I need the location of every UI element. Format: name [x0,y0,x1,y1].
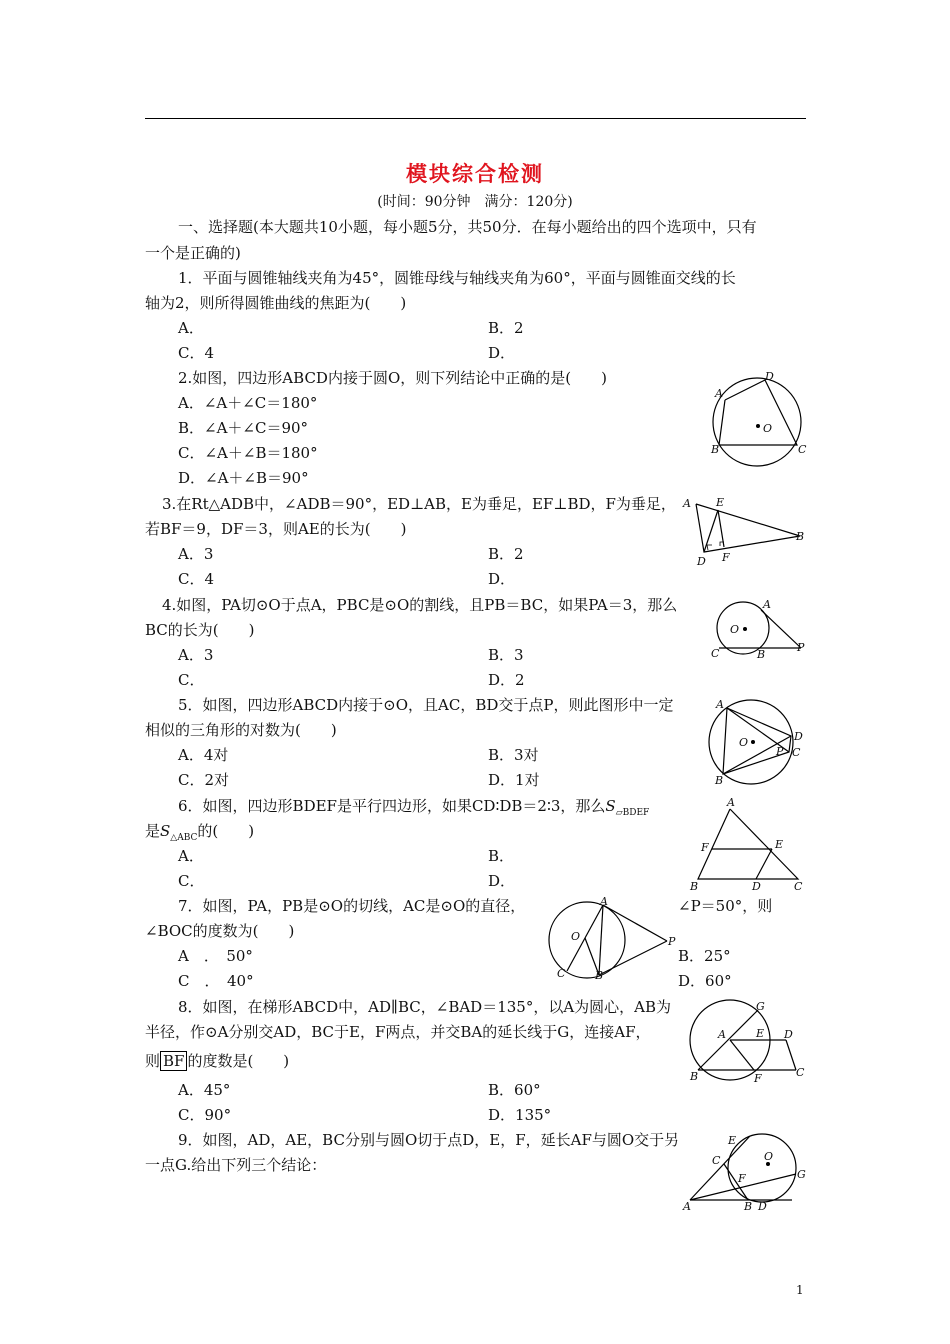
q3-option-c: C．4 [178,570,215,588]
f8-label-f: F [754,1072,762,1085]
q7-line-1-end: ∠P＝50°，则 [678,897,773,915]
q5-option-a: A．4对 [178,746,229,764]
q8-arc-bf: BF [160,1051,187,1071]
q5-option-d: D．1对 [488,771,540,789]
q8-option-a: A．45° [178,1081,231,1099]
f5-label-b: B [715,774,724,787]
f4-label-b: B [757,648,766,661]
q7-option-c: C ． 40° [178,972,254,990]
q5-option-b: B．3对 [488,746,539,764]
f4-label-o: O [730,623,740,636]
figure-q9 [680,1130,810,1215]
q6-option-d: D． [488,872,516,890]
f5-label-d: D [794,730,803,743]
f7-label-b: B [595,969,604,982]
q2-option-c: C．∠A＋∠B＝180° [178,444,318,462]
f6-label-b: B [690,880,699,893]
q1-option-d: D． [488,344,516,362]
q6-option-b: B． [488,847,515,865]
q5-line-1: 5．如图，四边形ABCD内接于⊙O，且AC，BD交于点P，则此图形中一定 [178,696,674,714]
f4-label-a: A [763,598,771,611]
intro-line-2: 一个是正确的) [145,244,241,262]
q4-line-1: 4.如图，PA切⊙O于点A，PBC是⊙O的割线，且PB＝BC，如果PA＝3，那么 [162,596,678,614]
f6-label-e: E [775,838,784,851]
q3-option-d: D． [488,570,516,588]
f9-label-a: A [683,1200,691,1213]
figure-q3 [680,494,810,569]
f3-label-f: F [722,551,730,564]
q4-option-b: B．3 [488,646,524,664]
f3-label-b: B [796,530,805,543]
f4-label-p: P [797,641,805,654]
q1-line-1: 1．平面与圆锥轴线夹角为45°，圆锥母线与轴线夹角为60°，平面与圆锥面交线的长 [178,269,736,287]
f2-label-o: O [763,422,773,435]
q9-line-1: 9．如图，AD，AE，BC分别与圆O切于点D，E，F，延长AF与圆O交于另 [178,1131,680,1149]
f5-label-c: C [792,746,801,759]
f5-label-p: P [776,745,784,758]
q9-line-2: 一点G.给出下列三个结论： [145,1156,327,1174]
q7-line-1: 7．如图，PA，PB是⊙O的切线，AC是⊙O的直径， [178,897,526,915]
q6-line-2: 是$S_{\triangle ABC}$的( ) [145,822,255,843]
figure-q8 [682,998,812,1088]
f2-label-a: A [715,387,723,400]
figure-q5 [705,696,815,791]
q3-line-1: 3.在Rt△ADB中，∠ADB＝90°，ED⊥AB，E为垂足，EF⊥BD，F为垂足， [162,495,676,513]
q7-option-b: B．25° [678,947,731,965]
f6-label-d: D [752,880,761,893]
q1-line-2: 轴为2，则所得圆锥曲线的焦距为( ) [145,294,407,312]
q8-option-c: C．90° [178,1106,232,1124]
f9-label-o: O [764,1150,774,1163]
q2-option-a: A．∠A＋∠C＝180° [178,394,318,412]
f9-label-f: F [738,1172,746,1185]
f5-label-o: O [739,736,749,749]
q8-line-1: 8．如图，在梯形ABCD中，AD∥BC，∠BAD＝135°，以A为圆心，AB为 [178,998,672,1016]
q2-line-1: 2.如图，四边形ABCD内接于圆O，则下列结论中正确的是( ) [178,369,607,387]
q7-line-2: ∠BOC的度数为( ) [145,922,295,940]
q7-option-a: A ． 50° [178,947,253,965]
f3-label-e: E [716,496,725,509]
f9-label-c: C [712,1154,721,1167]
f5-label-a: A [716,698,724,711]
q8-line-2: 半径，作⊙A分别交AD，BC于E，F两点，并交BA的延长线于G，连接AF， [145,1023,651,1041]
q4-option-c: C． [178,671,205,689]
f8-label-a: A [718,1028,726,1041]
f8-label-g: G [756,1000,765,1013]
q3-option-a: A．3 [178,545,214,563]
f6-label-c: C [794,880,803,893]
q8-option-d: D．135° [488,1106,552,1124]
q6-option-c: C． [178,872,205,890]
f2-label-b: B [711,443,720,456]
f6-label-f: F [701,841,709,854]
q6-area-bdef: S [605,797,616,815]
figure-q6 [686,795,811,893]
f2-label-c: C [798,443,807,456]
f6-label-a: A [727,796,735,809]
intro-line-1: 一、选择题(本大题共10小题，每小题5分，共50分．在每小题给出的四个选项中，只有 [178,218,757,236]
q6-option-a: A． [178,847,204,865]
f4-label-c: C [711,647,720,660]
figure-q4 [705,596,815,662]
f9-label-d: D [758,1200,767,1213]
q1-option-a: A． [178,319,204,337]
q6-area-abc: S [160,822,171,840]
f7-label-c: C [557,967,566,980]
q7-option-d: D．60° [678,972,732,990]
header-rule [145,118,806,119]
f9-label-e: E [728,1134,737,1147]
q3-option-b: B．2 [488,545,524,563]
q2-option-d: D．∠A＋∠B＝90° [178,469,309,487]
q2-option-b: B．∠A＋∠C＝90° [178,419,309,437]
q5-line-2: 相似的三角形的对数为( ) [145,721,337,739]
q8-option-b: B．60° [488,1081,541,1099]
f7-label-o: O [571,930,581,943]
q1-option-b: B．2 [488,319,524,337]
f8-label-d: D [784,1028,793,1041]
page-title: 模块综合检测 [406,161,544,186]
f3-label-a: A [683,497,691,510]
f7-label-p: P [668,935,676,948]
q4-option-d: D．2 [488,671,525,689]
f3-label-d: D [697,555,706,568]
page-subtitle: (时间：90分钟 满分：120分) [377,194,573,210]
q3-line-2: 若BF＝9，DF＝3，则AE的长为( ) [145,520,407,538]
f7-label-a: A [600,895,608,908]
q4-line-2: BC的长为( ) [145,621,255,639]
q4-option-a: A．3 [178,646,214,664]
figure-q7 [545,895,685,985]
q5-option-c: C．2对 [178,771,230,789]
page-number: 1 [796,1283,804,1297]
f2-label-d: D [765,370,774,383]
q6-line-1: 6．如图，四边形BDEF是平行四边形，如果CD∶DB＝2∶3，那么$S_{▱BDEF}$ [178,797,650,818]
f8-label-e: E [756,1027,765,1040]
f8-label-b: B [690,1070,699,1083]
f9-label-g: G [797,1168,806,1181]
f8-label-c: C [796,1066,805,1079]
f9-label-b: B [744,1200,753,1213]
figure-q2 [705,370,810,470]
q1-option-c: C．4 [178,344,215,362]
q8-line-3: 则 BF 的度数是( ) [145,1052,290,1070]
